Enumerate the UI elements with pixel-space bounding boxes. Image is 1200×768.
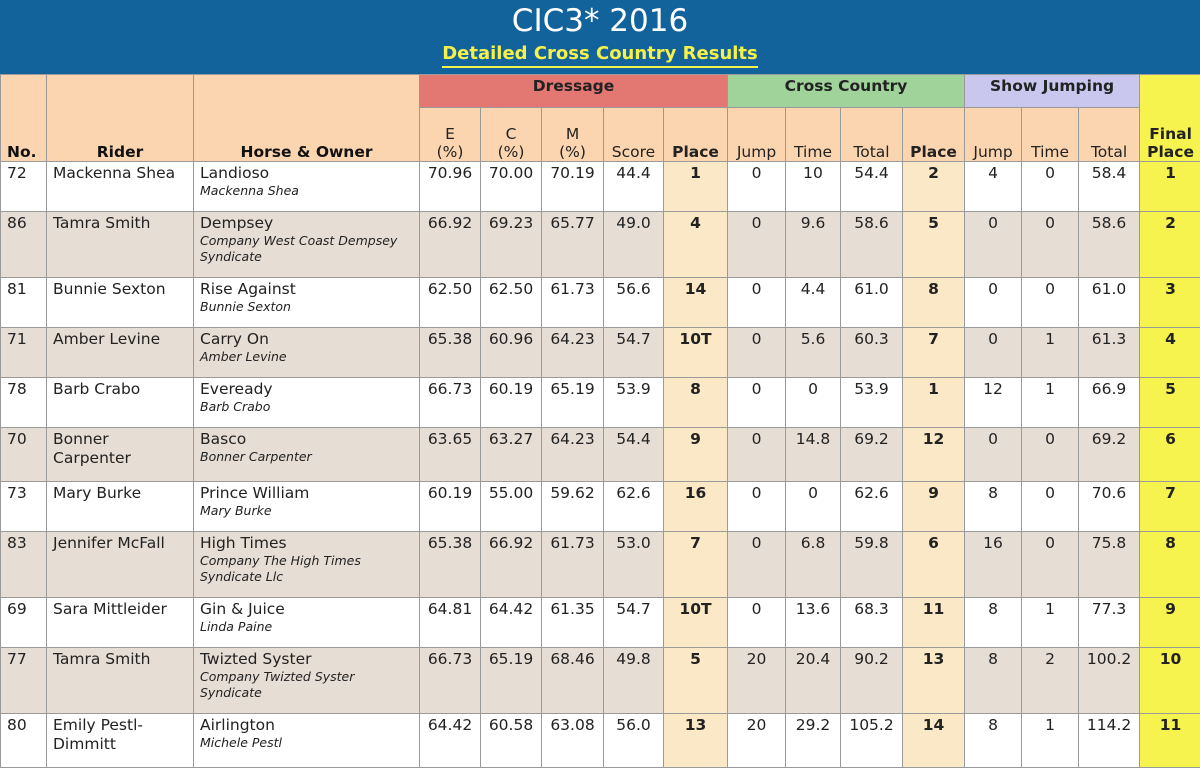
cell-e: 63.65	[420, 428, 481, 482]
cell-final-place: 4	[1140, 328, 1200, 378]
cell-horse-owner	[194, 598, 420, 648]
header-xc-time: Time	[786, 108, 841, 162]
cell-sj-time: 0	[1022, 532, 1079, 598]
cell-m: 65.19	[542, 378, 604, 428]
header-dressage-c: C (%)	[481, 108, 542, 162]
cell-sj-jump: 0	[965, 278, 1022, 328]
header-sj-jump: Jump	[965, 108, 1022, 162]
page-banner	[0, 0, 1200, 74]
owner-name: Michele Pestl	[200, 735, 413, 751]
table-row	[1, 598, 1200, 648]
cell-xc-jump: 0	[728, 482, 786, 532]
cell-dressage-place: 1	[664, 162, 728, 212]
cell-sj-jump: 12	[965, 378, 1022, 428]
results-table	[0, 74, 1200, 768]
cell-no: 72	[1, 162, 47, 212]
cell-e: 70.96	[420, 162, 481, 212]
cell-m: 65.77	[542, 212, 604, 278]
horse-name: Dempsey	[200, 214, 413, 233]
cell-m: 68.46	[542, 648, 604, 714]
header-dressage-e: E (%)	[420, 108, 481, 162]
cell-m: 64.23	[542, 428, 604, 482]
cell-sj-jump: 0	[965, 328, 1022, 378]
cell-rider: Jennifer McFall	[47, 532, 194, 598]
cell-xc-jump: 0	[728, 598, 786, 648]
cell-e: 62.50	[420, 278, 481, 328]
header-sj-total: Total	[1079, 108, 1140, 162]
cell-dressage-place: 5	[664, 648, 728, 714]
cell-xc-place: 2	[903, 162, 965, 212]
cell-e: 64.81	[420, 598, 481, 648]
owner-name: Company Twizted Syster Syndicate	[200, 669, 413, 701]
cell-c: 55.00	[481, 482, 542, 532]
cell-c: 62.50	[481, 278, 542, 328]
cell-xc-time: 6.8	[786, 532, 841, 598]
cell-dressage-place: 13	[664, 714, 728, 768]
cell-xc-place: 13	[903, 648, 965, 714]
cell-sj-time: 1	[1022, 714, 1079, 768]
cell-e: 66.73	[420, 648, 481, 714]
cell-xc-time: 10	[786, 162, 841, 212]
owner-name: Mackenna Shea	[200, 183, 413, 199]
cell-xc-place: 8	[903, 278, 965, 328]
cell-sj-total: 69.2	[1079, 428, 1140, 482]
cell-sj-total: 66.9	[1079, 378, 1140, 428]
table-row	[1, 482, 1200, 532]
horse-name: Twizted Syster	[200, 650, 413, 669]
cell-e: 65.38	[420, 532, 481, 598]
owner-name: Bunnie Sexton	[200, 299, 413, 315]
cell-sj-jump: 8	[965, 598, 1022, 648]
cell-final-place: 1	[1140, 162, 1200, 212]
cell-score: 49.8	[604, 648, 664, 714]
cell-score: 54.7	[604, 598, 664, 648]
header-xc-place: Place	[903, 108, 965, 162]
cell-m: 63.08	[542, 714, 604, 768]
cell-sj-jump: 8	[965, 714, 1022, 768]
cell-final-place: 7	[1140, 482, 1200, 532]
cell-score: 49.0	[604, 212, 664, 278]
table-body	[1, 162, 1200, 768]
cell-xc-time: 0	[786, 482, 841, 532]
cell-sj-time: 0	[1022, 278, 1079, 328]
header-rider: Rider	[47, 75, 194, 162]
cell-xc-place: 14	[903, 714, 965, 768]
cell-dressage-place: 4	[664, 212, 728, 278]
cell-horse-owner	[194, 714, 420, 768]
cell-xc-total: 58.6	[841, 212, 903, 278]
table-row	[1, 328, 1200, 378]
cell-sj-total: 58.6	[1079, 212, 1140, 278]
cell-no: 78	[1, 378, 47, 428]
cell-sj-total: 70.6	[1079, 482, 1140, 532]
cell-e: 65.38	[420, 328, 481, 378]
header-no: No.	[1, 75, 47, 162]
header-sj-time: Time	[1022, 108, 1079, 162]
horse-name: Prince William	[200, 484, 413, 503]
header-dressage-score: Score	[604, 108, 664, 162]
cell-sj-time: 0	[1022, 162, 1079, 212]
cell-xc-jump: 20	[728, 714, 786, 768]
cell-m: 61.35	[542, 598, 604, 648]
cell-final-place: 8	[1140, 532, 1200, 598]
cell-dressage-place: 7	[664, 532, 728, 598]
cell-no: 80	[1, 714, 47, 768]
page-title: CIC3* 2016	[0, 0, 1200, 40]
cell-dressage-place: 10T	[664, 328, 728, 378]
cell-score: 54.4	[604, 428, 664, 482]
owner-name: Company The High Times Syndicate Llc	[200, 553, 413, 585]
page-subtitle: Detailed Cross Country Results	[442, 42, 758, 68]
cell-xc-total: 90.2	[841, 648, 903, 714]
horse-name: High Times	[200, 534, 413, 553]
cell-c: 69.23	[481, 212, 542, 278]
cell-final-place: 2	[1140, 212, 1200, 278]
cell-c: 60.19	[481, 378, 542, 428]
cell-score: 53.0	[604, 532, 664, 598]
table-row	[1, 532, 1200, 598]
cell-m: 70.19	[542, 162, 604, 212]
cell-score: 53.9	[604, 378, 664, 428]
header-group-cross-country: Cross Country	[728, 75, 965, 108]
cell-sj-total: 100.2	[1079, 648, 1140, 714]
cell-sj-time: 1	[1022, 328, 1079, 378]
cell-xc-total: 68.3	[841, 598, 903, 648]
cell-rider: Barb Crabo	[47, 378, 194, 428]
cell-dressage-place: 9	[664, 428, 728, 482]
cell-rider: Tamra Smith	[47, 212, 194, 278]
header-horse-owner: Horse & Owner	[194, 75, 420, 162]
cell-horse-owner	[194, 482, 420, 532]
cell-xc-time: 4.4	[786, 278, 841, 328]
cell-xc-total: 61.0	[841, 278, 903, 328]
cell-final-place: 3	[1140, 278, 1200, 328]
cell-final-place: 11	[1140, 714, 1200, 768]
cell-sj-total: 61.0	[1079, 278, 1140, 328]
cell-sj-jump: 4	[965, 162, 1022, 212]
cell-xc-place: 11	[903, 598, 965, 648]
cell-rider: Sara Mittleider	[47, 598, 194, 648]
cell-sj-time: 0	[1022, 482, 1079, 532]
cell-sj-total: 61.3	[1079, 328, 1140, 378]
cell-no: 77	[1, 648, 47, 714]
cell-rider: Mary Burke	[47, 482, 194, 532]
cell-m: 61.73	[542, 278, 604, 328]
header-group-show-jumping: Show Jumping	[965, 75, 1140, 108]
cell-e: 66.92	[420, 212, 481, 278]
cell-sj-total: 77.3	[1079, 598, 1140, 648]
cell-m: 59.62	[542, 482, 604, 532]
cell-xc-total: 105.2	[841, 714, 903, 768]
owner-name: Barb Crabo	[200, 399, 413, 415]
cell-horse-owner	[194, 378, 420, 428]
cell-rider: Tamra Smith	[47, 648, 194, 714]
table-row	[1, 428, 1200, 482]
cell-xc-place: 9	[903, 482, 965, 532]
cell-e: 66.73	[420, 378, 481, 428]
table-row	[1, 162, 1200, 212]
cell-score: 54.7	[604, 328, 664, 378]
cell-c: 65.19	[481, 648, 542, 714]
cell-xc-place: 6	[903, 532, 965, 598]
cell-xc-total: 69.2	[841, 428, 903, 482]
cell-no: 70	[1, 428, 47, 482]
cell-c: 63.27	[481, 428, 542, 482]
cell-xc-jump: 0	[728, 532, 786, 598]
cell-xc-place: 7	[903, 328, 965, 378]
cell-c: 60.58	[481, 714, 542, 768]
cell-horse-owner	[194, 162, 420, 212]
owner-name: Amber Levine	[200, 349, 413, 365]
cell-no: 69	[1, 598, 47, 648]
table-header	[1, 75, 1200, 162]
cell-m: 61.73	[542, 532, 604, 598]
cell-m: 64.23	[542, 328, 604, 378]
header-final-line2: Place	[1147, 143, 1194, 161]
cell-xc-total: 62.6	[841, 482, 903, 532]
cell-no: 71	[1, 328, 47, 378]
table-row	[1, 378, 1200, 428]
cell-e: 60.19	[420, 482, 481, 532]
cell-sj-time: 1	[1022, 378, 1079, 428]
cell-xc-total: 59.8	[841, 532, 903, 598]
cell-xc-jump: 0	[728, 162, 786, 212]
cell-rider: Amber Levine	[47, 328, 194, 378]
table-row	[1, 648, 1200, 714]
cell-sj-jump: 16	[965, 532, 1022, 598]
cell-c: 64.42	[481, 598, 542, 648]
cell-horse-owner	[194, 648, 420, 714]
cell-sj-total: 114.2	[1079, 714, 1140, 768]
cell-xc-total: 53.9	[841, 378, 903, 428]
cell-sj-time: 0	[1022, 212, 1079, 278]
cell-xc-time: 29.2	[786, 714, 841, 768]
cell-xc-jump: 0	[728, 212, 786, 278]
cell-xc-time: 20.4	[786, 648, 841, 714]
table-row	[1, 278, 1200, 328]
header-xc-total: Total	[841, 108, 903, 162]
header-dressage-place: Place	[664, 108, 728, 162]
cell-rider: Mackenna Shea	[47, 162, 194, 212]
header-group-dressage: Dressage	[420, 75, 728, 108]
cell-xc-jump: 0	[728, 428, 786, 482]
cell-no: 81	[1, 278, 47, 328]
header-final-place	[1140, 75, 1200, 162]
cell-c: 70.00	[481, 162, 542, 212]
cell-final-place: 10	[1140, 648, 1200, 714]
cell-dressage-place: 16	[664, 482, 728, 532]
cell-xc-place: 12	[903, 428, 965, 482]
header-dressage-m: M (%)	[542, 108, 604, 162]
cell-dressage-place: 10T	[664, 598, 728, 648]
cell-no: 86	[1, 212, 47, 278]
cell-rider: Bonner Carpenter	[47, 428, 194, 482]
cell-sj-jump: 0	[965, 428, 1022, 482]
cell-sj-jump: 8	[965, 648, 1022, 714]
cell-dressage-place: 8	[664, 378, 728, 428]
owner-name: Company West Coast Dempsey Syndicate	[200, 233, 413, 265]
cell-sj-total: 75.8	[1079, 532, 1140, 598]
cell-sj-jump: 0	[965, 212, 1022, 278]
owner-name: Linda Paine	[200, 619, 413, 635]
cell-sj-total: 58.4	[1079, 162, 1140, 212]
cell-xc-jump: 20	[728, 648, 786, 714]
horse-name: Eveready	[200, 380, 413, 399]
cell-xc-time: 9.6	[786, 212, 841, 278]
cell-rider: Emily Pestl-Dimmitt	[47, 714, 194, 768]
cell-sj-jump: 8	[965, 482, 1022, 532]
cell-horse-owner	[194, 212, 420, 278]
table-row	[1, 212, 1200, 278]
cell-xc-jump: 0	[728, 328, 786, 378]
horse-name: Basco	[200, 430, 413, 449]
cell-final-place: 5	[1140, 378, 1200, 428]
owner-name: Mary Burke	[200, 503, 413, 519]
horse-name: Airlington	[200, 716, 413, 735]
cell-xc-jump: 0	[728, 278, 786, 328]
horse-name: Gin & Juice	[200, 600, 413, 619]
cell-xc-total: 54.4	[841, 162, 903, 212]
cell-score: 62.6	[604, 482, 664, 532]
cell-sj-time: 0	[1022, 428, 1079, 482]
cell-score: 56.6	[604, 278, 664, 328]
header-xc-jump: Jump	[728, 108, 786, 162]
cell-rider: Bunnie Sexton	[47, 278, 194, 328]
cell-xc-place: 1	[903, 378, 965, 428]
cell-final-place: 9	[1140, 598, 1200, 648]
horse-name: Rise Against	[200, 280, 413, 299]
cell-sj-time: 2	[1022, 648, 1079, 714]
cell-horse-owner	[194, 278, 420, 328]
cell-horse-owner	[194, 532, 420, 598]
cell-c: 66.92	[481, 532, 542, 598]
cell-c: 60.96	[481, 328, 542, 378]
cell-horse-owner	[194, 328, 420, 378]
horse-name: Landioso	[200, 164, 413, 183]
cell-xc-time: 13.6	[786, 598, 841, 648]
horse-name: Carry On	[200, 330, 413, 349]
table-row	[1, 714, 1200, 768]
cell-horse-owner	[194, 428, 420, 482]
cell-dressage-place: 14	[664, 278, 728, 328]
cell-no: 73	[1, 482, 47, 532]
header-final-line1: Final	[1149, 125, 1192, 143]
cell-sj-time: 1	[1022, 598, 1079, 648]
cell-score: 56.0	[604, 714, 664, 768]
cell-xc-jump: 0	[728, 378, 786, 428]
cell-final-place: 6	[1140, 428, 1200, 482]
cell-score: 44.4	[604, 162, 664, 212]
cell-xc-time: 5.6	[786, 328, 841, 378]
cell-xc-time: 0	[786, 378, 841, 428]
cell-no: 83	[1, 532, 47, 598]
cell-xc-total: 60.3	[841, 328, 903, 378]
cell-xc-place: 5	[903, 212, 965, 278]
cell-e: 64.42	[420, 714, 481, 768]
owner-name: Bonner Carpenter	[200, 449, 413, 465]
cell-xc-time: 14.8	[786, 428, 841, 482]
